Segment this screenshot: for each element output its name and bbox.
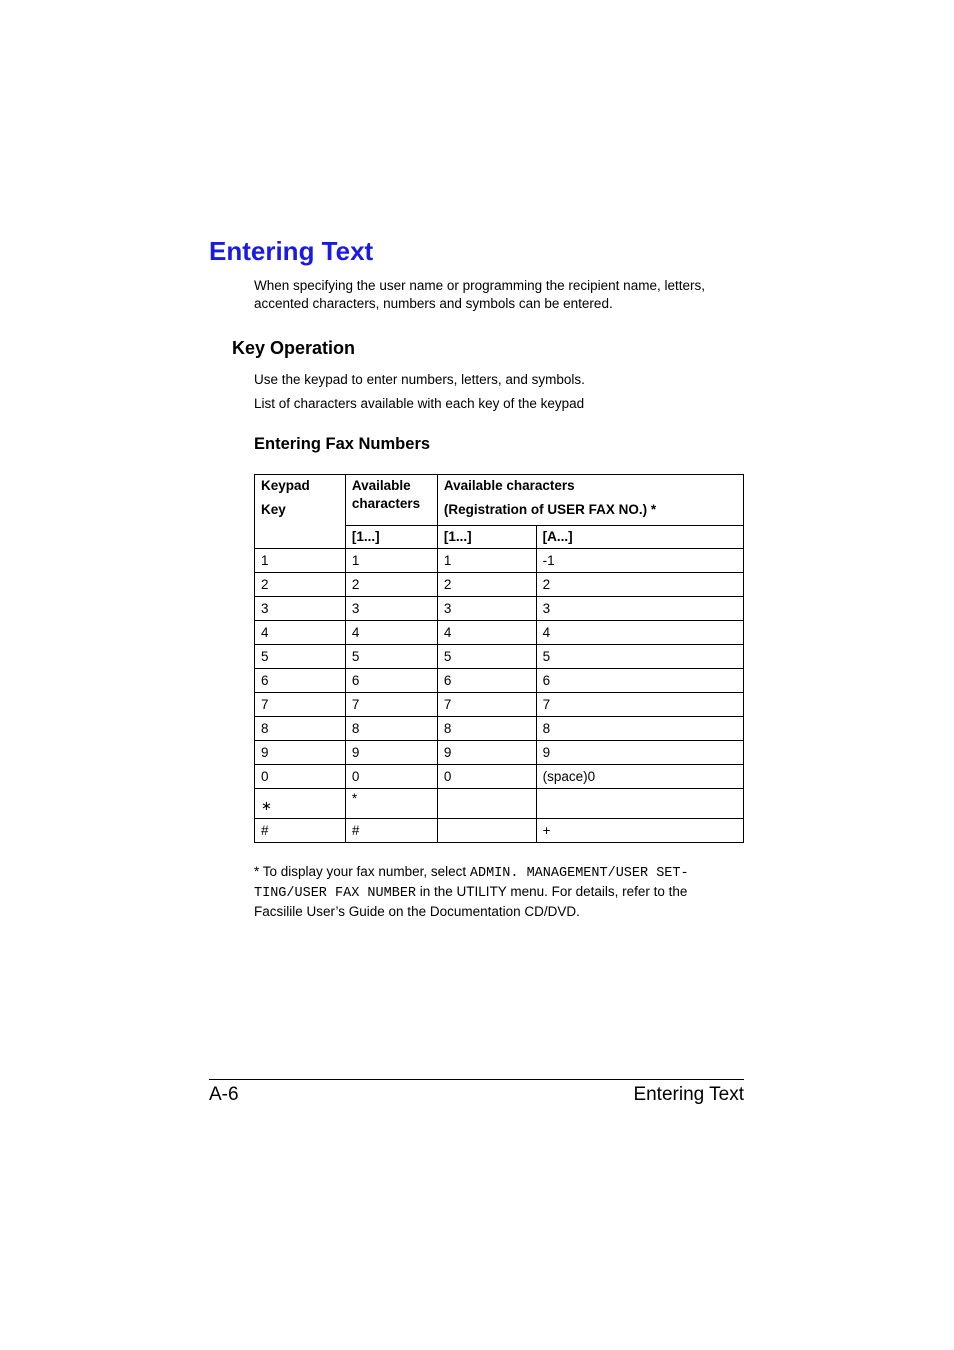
table-cell: 3 — [345, 597, 437, 621]
table-row — [255, 645, 744, 669]
table-cell: 8 — [437, 717, 536, 741]
table-cell: 5 — [437, 645, 536, 669]
footnote — [254, 863, 746, 921]
table-cell: 2 — [255, 573, 346, 597]
table-cell: 7 — [536, 693, 743, 717]
table-cell: 4 — [437, 621, 536, 645]
table-cell — [536, 789, 743, 819]
table-row — [255, 693, 744, 717]
footnote-text: * To display your fax number, select — [254, 864, 470, 879]
section-heading: Key Operation — [232, 338, 356, 358]
table-cell: 4 — [255, 621, 346, 645]
table-cell: + — [536, 819, 743, 843]
table-cell — [437, 819, 536, 843]
table-row — [255, 621, 744, 645]
footer-title: Entering Text — [633, 1084, 744, 1105]
table-row — [255, 597, 744, 621]
table-cell: 5 — [345, 645, 437, 669]
table-cell: 1 — [437, 549, 536, 573]
table-cell: 5 — [536, 645, 743, 669]
table-cell — [255, 789, 346, 819]
star-key-icon: ∗ — [261, 797, 272, 813]
table-cell: 1 — [345, 549, 437, 573]
header-available-characters: Available characters — [345, 475, 437, 526]
table-cell: 9 — [255, 741, 346, 765]
table-cell: 8 — [255, 717, 346, 741]
table-cell: 2 — [536, 573, 743, 597]
table-row — [255, 669, 744, 693]
table-cell: 5 — [255, 645, 346, 669]
table-cell: 9 — [345, 741, 437, 765]
subheader-numeric: [1...] — [437, 526, 536, 549]
table-cell: 7 — [345, 693, 437, 717]
table-cell: 6 — [345, 669, 437, 693]
table-cell: 7 — [437, 693, 536, 717]
intro-paragraph — [254, 277, 754, 312]
header-registration-characters: Available characters (Registration of USER FAX NO.) * — [437, 475, 743, 526]
table-cell: 4 — [536, 621, 743, 645]
table-cell: 3 — [536, 597, 743, 621]
table-cell: 8 — [345, 717, 437, 741]
table-cell: 8 — [536, 717, 743, 741]
subheader-alpha: [A...] — [536, 526, 743, 549]
table-cell: 6 — [255, 669, 346, 693]
table-cell: 4 — [345, 621, 437, 645]
menu-path-code: TING/USER FAX NUMBER — [254, 886, 417, 901]
table-cell: 0 — [437, 765, 536, 789]
table-row — [255, 741, 744, 765]
table-cell: # — [345, 819, 437, 843]
table-cell: 6 — [437, 669, 536, 693]
footnote-text: Facsilile User’s Guide on the Documentation CD/DVD. — [254, 904, 580, 919]
table-cell: 2 — [437, 573, 536, 597]
table-cell: (space)0 — [536, 765, 743, 789]
table-cell: * — [345, 789, 437, 819]
character-list-caption: List of characters available with each key of the keypad — [254, 396, 585, 411]
header-keypad-key: Keypad Key — [255, 475, 346, 549]
footnote-text: in the UTILITY menu. For details, refer to the — [416, 884, 688, 899]
footer-divider — [209, 1079, 744, 1080]
intro-line: When specifying the user name or programming the recipient name, letters, — [254, 278, 705, 293]
table-row — [255, 789, 744, 819]
table-cell: 1 — [255, 549, 346, 573]
table-cell: 9 — [536, 741, 743, 765]
table-row — [255, 819, 744, 843]
table-cell — [437, 789, 536, 819]
subheader-numeric: [1...] — [345, 526, 437, 549]
key-character-table — [254, 474, 744, 843]
table-row — [255, 573, 744, 597]
table-cell: -1 — [536, 549, 743, 573]
menu-path-code: ADMIN. MANAGEMENT/USER SET- — [469, 866, 689, 881]
table-row — [255, 717, 744, 741]
intro-line: accented characters, numbers and symbols can be entered. — [254, 295, 613, 311]
footer-page-number: A-6 — [209, 1084, 239, 1105]
page-title: Entering Text — [209, 236, 374, 266]
table-header-row — [255, 475, 744, 526]
table-cell: 6 — [536, 669, 743, 693]
keypad-instruction: Use the keypad to enter numbers, letters, and symbols. — [254, 372, 585, 387]
table-row — [255, 549, 744, 573]
table-cell: 0 — [255, 765, 346, 789]
table-cell: 7 — [255, 693, 346, 717]
table-cell: 2 — [345, 573, 437, 597]
table-cell: 0 — [345, 765, 437, 789]
subsection-heading: Entering Fax Numbers — [254, 435, 431, 453]
table-row — [255, 765, 744, 789]
table-cell: 9 — [437, 741, 536, 765]
table-cell: 3 — [437, 597, 536, 621]
table-cell: # — [255, 819, 346, 843]
table-cell: 3 — [255, 597, 346, 621]
